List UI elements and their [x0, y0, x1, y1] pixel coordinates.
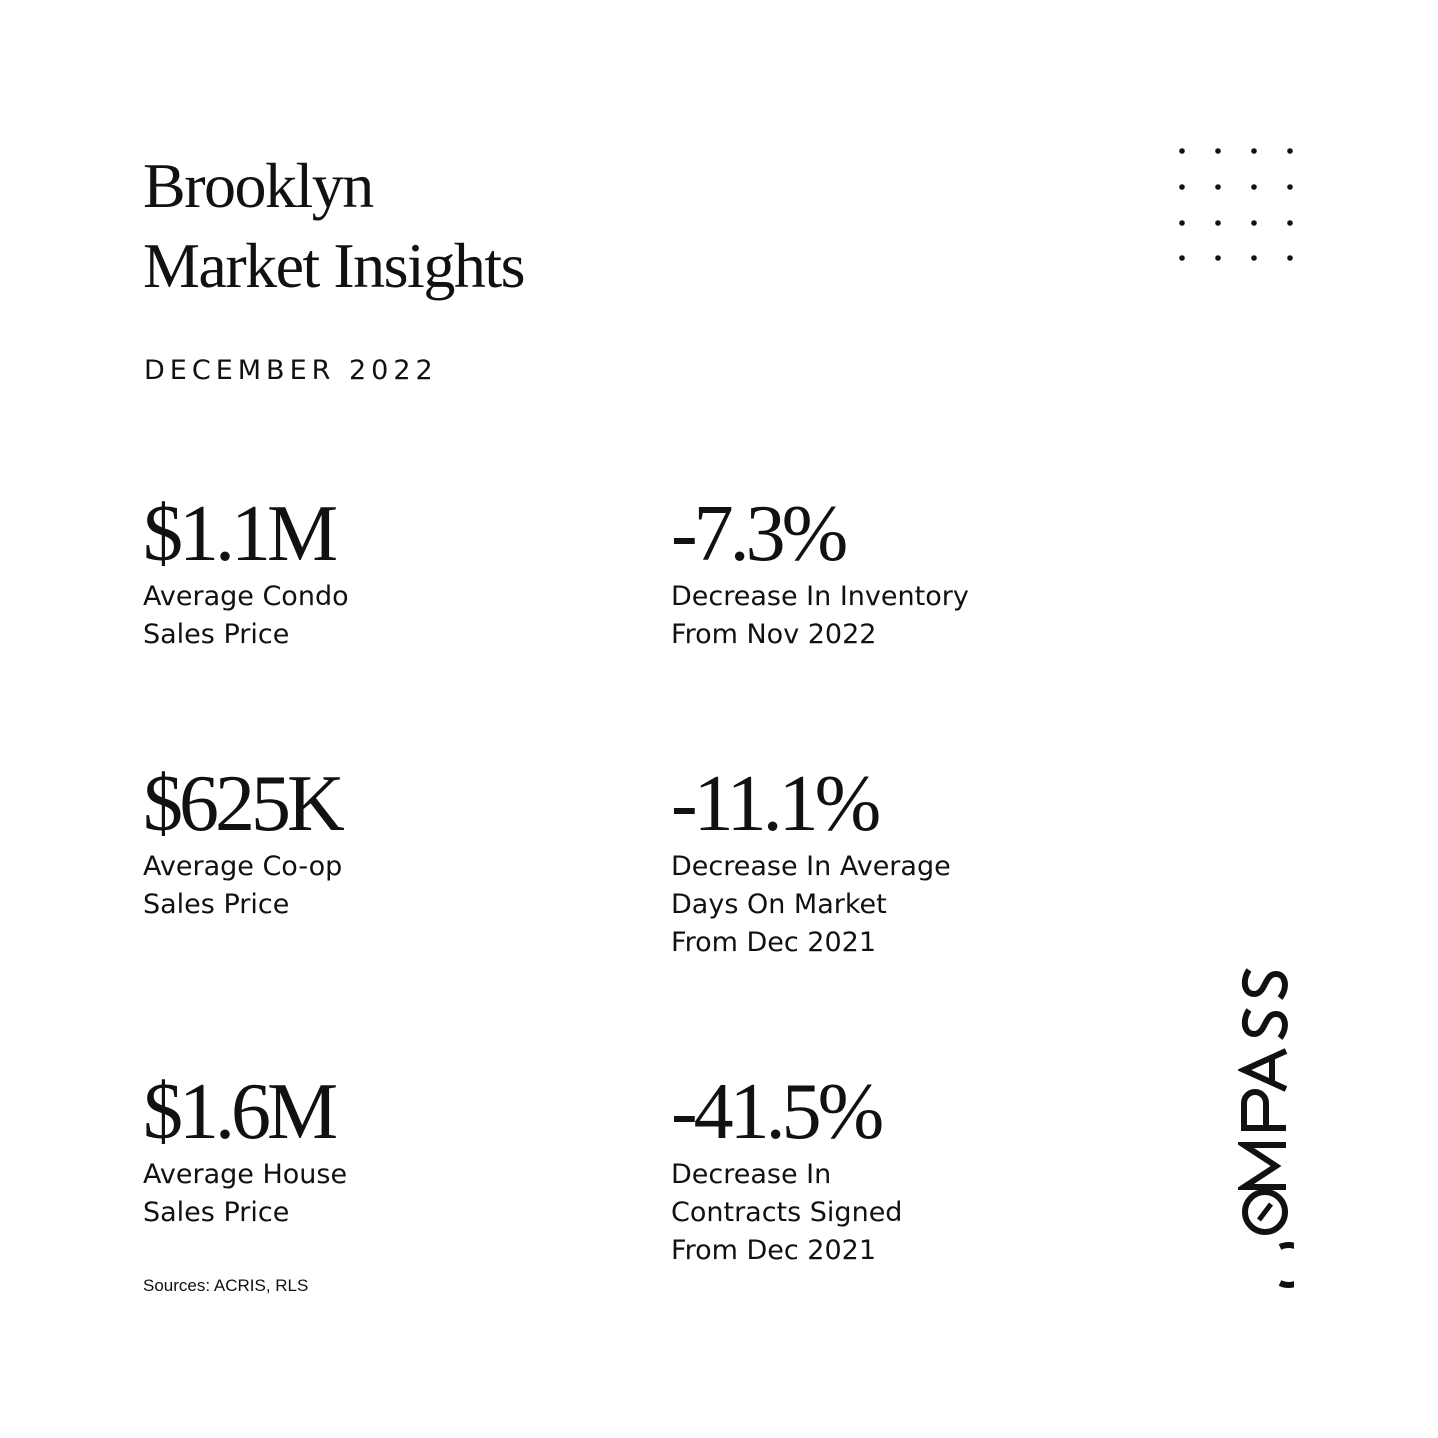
title-line-city: Brooklyn — [143, 150, 373, 221]
stat-label-line: Average Co-op — [143, 851, 343, 882]
stat-label-line: Decrease In Inventory — [671, 581, 969, 612]
stat-label — [143, 578, 603, 654]
stat-value: $1.6M — [143, 1068, 335, 1156]
stat-label — [671, 1156, 1131, 1270]
stat-label-line: From Nov 2022 — [671, 619, 877, 650]
stat-value: -11.1% — [671, 760, 878, 848]
stat-label-line: Average House — [143, 1159, 348, 1190]
compass-logo — [1238, 958, 1294, 1294]
stat-days-on-market-change — [671, 760, 1131, 962]
stat-label-line: Sales Price — [143, 1197, 290, 1228]
stat-label — [671, 578, 1131, 654]
stat-value: $1.1M — [143, 490, 335, 578]
stat-value: -41.5% — [671, 1068, 881, 1156]
stat-avg-house-price — [143, 1068, 603, 1232]
stat-label-line: Decrease In Average — [671, 851, 951, 882]
stat-value: -7.3% — [671, 490, 845, 578]
stat-label-line: Average Condo — [143, 581, 349, 612]
title-line-subtitle: Market Insights — [143, 230, 524, 301]
stat-label-line: From Dec 2021 — [671, 1235, 877, 1266]
dot-grid-icon — [1176, 144, 1298, 266]
page-title — [143, 146, 524, 306]
stat-label-line: From Dec 2021 — [671, 927, 877, 958]
stat-value: $625K — [143, 760, 341, 848]
stat-label-line: Days On Market — [671, 889, 887, 920]
report-date: DECEMBER 2022 — [144, 355, 438, 386]
stat-label-line: Contracts Signed — [671, 1197, 903, 1228]
stat-label-line: Decrease In — [671, 1159, 832, 1190]
stat-label-line: Sales Price — [143, 889, 290, 920]
stat-contracts-signed-change — [671, 1068, 1131, 1270]
sources-note: Sources: ACRIS, RLS — [143, 1276, 309, 1295]
stat-avg-condo-price — [143, 490, 603, 654]
stat-label — [671, 848, 1131, 962]
stat-avg-coop-price — [143, 760, 603, 924]
stat-label — [143, 848, 603, 924]
stat-inventory-change — [671, 490, 1131, 654]
stat-label — [143, 1156, 603, 1232]
stat-label-line: Sales Price — [143, 619, 290, 650]
